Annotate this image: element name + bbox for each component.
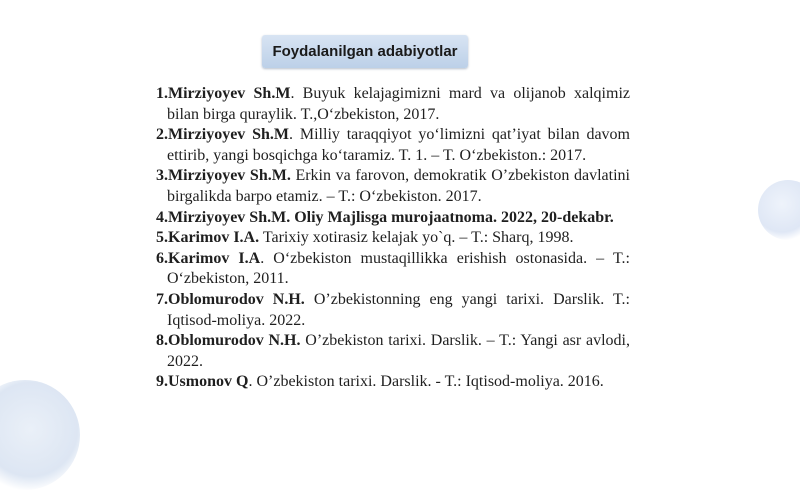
reference-author-suffix: . — [290, 85, 295, 102]
reference-text: O’zbekiston tarixi. Darslik. - T.: Iqtisod-moliya. 2016. — [252, 373, 604, 391]
reference-text: Erkin va farovon, demokratik O’zbekiston davlatini birgalikda barpo etamiz. – T.: O‘zbekiston. 2017. — [167, 167, 630, 205]
reference-author-suffix: . — [248, 373, 253, 391]
reference-author: Oblomurodov N.H. — [168, 290, 305, 308]
reference-item-6 — [156, 249, 630, 290]
reference-author: Oblomurodov N.H. — [168, 332, 301, 350]
reference-number: 8. — [156, 332, 168, 350]
reference-item-4 — [156, 208, 630, 229]
reference-text: O’zbekiston tarixi. Darslik. – T.: Yangi asr avlodi, 2022. — [167, 332, 630, 370]
reference-number: 5. — [156, 229, 168, 247]
reference-author: Mirziyoyev Sh.M — [168, 85, 291, 102]
reference-number: 2. — [156, 126, 168, 144]
reference-author-suffix: . — [260, 249, 265, 267]
reference-item-1 — [156, 84, 630, 125]
reference-number: 1. — [156, 85, 168, 102]
reference-author: Mirziyoyev Sh.M. Oliy Majlisga murojaatnoma. 2022, 20-dekabr. — [168, 208, 614, 226]
reference-author: Usmonov Q — [168, 373, 249, 391]
reference-author-suffix: . — [289, 126, 294, 144]
reference-text: Milliy taraqqiyot yo‘limizni qat’iyat bilan davom ettirib, yangi bosqichga ko‘taramiz. T. 1. – T. O‘zbekiston.: 2017. — [167, 126, 631, 164]
reference-author: Mirziyoyev Sh.M. — [168, 167, 291, 185]
reference-list — [156, 84, 630, 393]
reference-number: 9. — [156, 373, 168, 391]
reference-number: 4. — [156, 208, 168, 226]
reference-item-8 — [156, 331, 630, 372]
page-title: Foydalanilgan adabiyotlar — [272, 43, 458, 60]
reference-item-2 — [156, 125, 630, 166]
reference-text: Tarixiy xotirasiz kelajak yo`q. – T.: Sharq, 1998. — [259, 229, 574, 247]
reference-number: 6. — [156, 249, 168, 267]
reference-item-7 — [156, 290, 630, 331]
reference-author: Mirziyoyev Sh.M — [168, 126, 290, 144]
reference-author: Karimov I.A — [168, 249, 261, 267]
reference-item-9 — [156, 372, 630, 393]
reference-text: O’zbekistonning eng yangi tarixi. Darslik. T.: Iqtisod-moliya. 2022. — [167, 290, 630, 329]
title-banner — [262, 35, 468, 68]
reference-text: O‘zbekiston mustaqillikka erishish ostonasida. – T.: O‘zbekiston, 2011. — [167, 249, 630, 288]
reference-item-5 — [156, 228, 630, 249]
decorative-blob-left — [0, 380, 80, 490]
reference-item-3 — [156, 166, 630, 207]
reference-text: Buyuk kelajagimizni mard va olijanob xalqimiz bilan birga quraylik. T.,O‘zbekiston, 2017. — [167, 85, 630, 123]
reference-author: Karimov I.A. — [168, 229, 260, 247]
reference-number: 7. — [156, 290, 168, 308]
decorative-blob-right — [758, 180, 800, 240]
reference-number: 3. — [156, 167, 168, 185]
